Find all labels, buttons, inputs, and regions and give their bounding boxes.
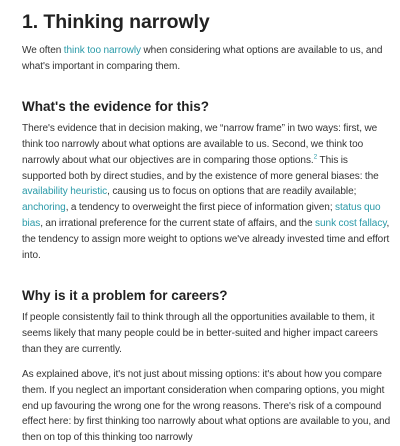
availability-heuristic-link[interactable]: availability heuristic <box>22 186 108 198</box>
evidence-text-6: , the tendency to assign more weight to options we've already invested time and effort into. <box>22 218 390 262</box>
sunk-cost-fallacy-link[interactable]: sunk cost fallacy <box>315 218 387 230</box>
section-heading: 1. Thinking narrowly <box>22 11 210 33</box>
careers-heading: Why is it a problem for careers? <box>22 287 228 303</box>
anchoring-link[interactable]: anchoring <box>22 202 66 214</box>
evidence-paragraph <box>22 121 392 264</box>
evidence-text-4: , a tendency to overweight the first piece of information given; <box>65 202 336 214</box>
careers-paragraph-2: As explained above, it's not just about missing options: it's about how you compare them. If you neglect an important consideration when comparing options, you might end up favouring the wrong one for the wrong reasons. There's risk of a compound effect here: by first thinking too narrowly about what options are available to you, and then on top of this thinking too narrowly <box>22 368 391 444</box>
evidence-text-5: , an irrational preference for the current state of affairs, and the <box>40 218 316 230</box>
evidence-heading: What's the evidence for this? <box>22 98 209 114</box>
evidence-text-2: This is supported both by direct studies, and by the existence of more general biases: the <box>22 154 379 182</box>
article-body <box>22 8 392 446</box>
footnote-link[interactable]: 2 <box>313 153 318 161</box>
intro-text-before: We often <box>22 45 64 56</box>
evidence-text-3: , causing us to focus on options that are readily available; <box>107 186 357 198</box>
intro-paragraph <box>22 43 392 75</box>
think-too-narrowly-link[interactable]: think too narrowly <box>63 45 142 56</box>
careers-paragraph-1: If people consistently fail to think through all the opportunities available to them, it seems likely that many people could be in better-suited and higher impact careers than they are currently. <box>22 311 378 355</box>
intro-text-after: when considering what options are available to us, and what's important in comparing them. <box>22 45 383 72</box>
evidence-text-1: There's evidence that in decision making, we “narrow frame” in two ways: first, we think too narrowly about what options are available to us. Second, we think too narrowly about what our objectives are in comparing those options. <box>22 122 378 166</box>
status-quo-bias-link[interactable]: status quo bias <box>22 202 381 230</box>
